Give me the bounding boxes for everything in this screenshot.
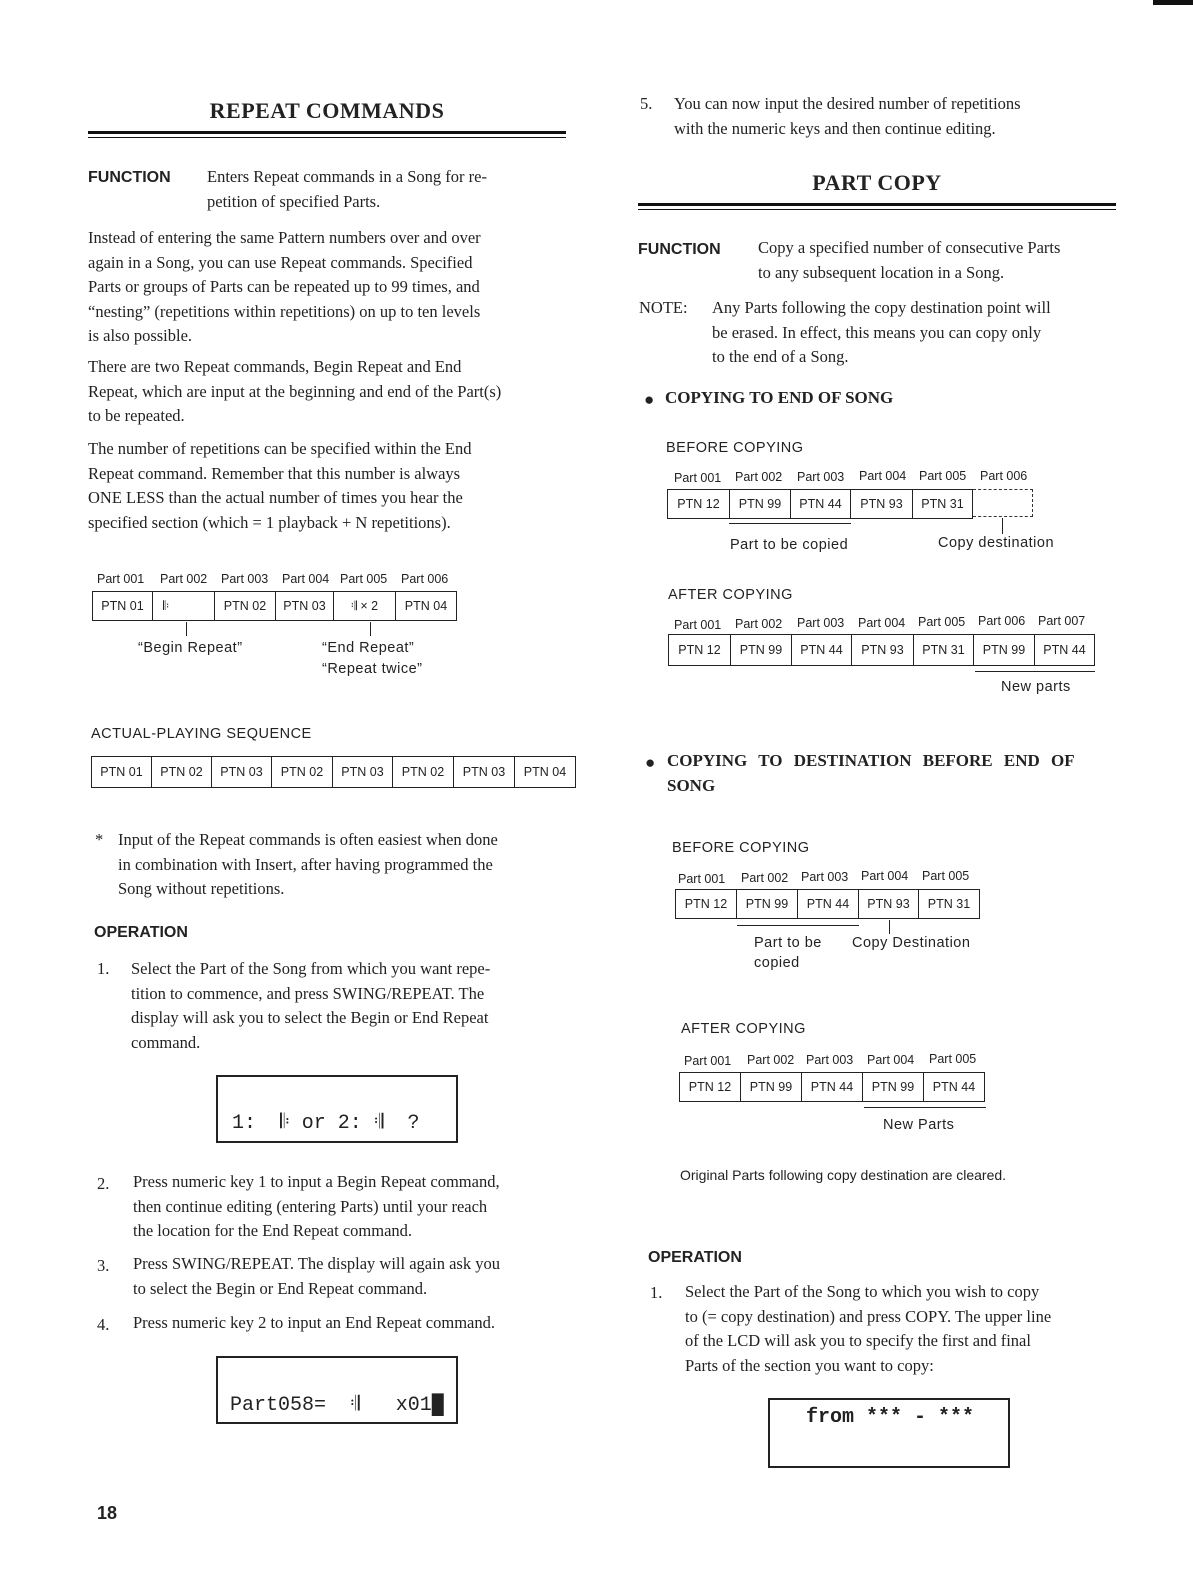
before-copying-label: BEFORE COPYING xyxy=(666,440,804,456)
step-number: 2. xyxy=(97,1174,110,1193)
pointer-line xyxy=(370,622,371,636)
pattern-cell: PTN 44 xyxy=(791,490,851,518)
sequence-cell: PTN 01 xyxy=(92,757,152,787)
pattern-cell: PTN 44 xyxy=(798,890,859,918)
step-2-text: Press numeric key 1 to input a Begin Repeat command, then continue editing (entering Parts) until your reach the location for the End Repeat command. xyxy=(133,1172,500,1240)
end-repeat-cell: 𝄇 × 2 xyxy=(334,592,396,620)
pattern-cell: PTN 12 xyxy=(668,490,730,518)
new-parts-label: New Parts xyxy=(883,1117,955,1133)
part-label: Part 003 xyxy=(801,870,849,884)
pattern-cell: PTN 31 xyxy=(921,497,964,511)
part-label: Part 007 xyxy=(1038,614,1086,628)
pattern-cell: PTN 31 xyxy=(927,897,971,911)
step-number: 3. xyxy=(97,1256,110,1275)
part-label: Part 001 xyxy=(684,1054,732,1068)
part-label: Part 006 xyxy=(978,614,1026,628)
pattern-cell: PTN 12 xyxy=(680,1073,741,1101)
pattern-cell: PTN 31 xyxy=(914,635,974,665)
diagram-part-label: Part 003 xyxy=(221,572,269,586)
part-label: Part 005 xyxy=(919,469,967,483)
diagram-part-label: Part 005 xyxy=(340,572,388,586)
diagram-cell: PTN 02 xyxy=(215,592,276,620)
lcd-display-end-repeat xyxy=(216,1356,458,1424)
step-number: 5. xyxy=(640,94,653,113)
before-copying-label: BEFORE COPYING xyxy=(672,840,810,856)
step-1-text: Select the Part of the Song from which you want repe- tition to commence, and press SWING/REPEAT. The display will ask you to select the Begin or End Repeat command. xyxy=(131,959,491,1052)
paragraph-repetitions: The number of repetitions can be specified within the End Repeat command. Remember that this number is always ONE LESS than the actual number of times you hear the specified section (which = 1 playback + N repetitions). xyxy=(88,439,472,532)
note-asterisk: * xyxy=(95,830,104,849)
operation-heading: OPERATION xyxy=(648,1249,742,1266)
title-rule xyxy=(88,131,566,134)
part-to-be-copied-label: Part to be copied xyxy=(730,537,849,553)
pattern-cell: PTN 99 xyxy=(730,490,791,518)
empty-destination-cell xyxy=(973,489,1033,517)
sequence-cell: PTN 04 xyxy=(523,765,567,779)
part-label: Part 002 xyxy=(735,617,783,631)
diagram-cell: PTN 03 xyxy=(276,592,334,620)
part-label: Part 003 xyxy=(806,1053,854,1067)
step-number: 1. xyxy=(650,1283,663,1302)
part-label: Part 001 xyxy=(674,618,722,632)
new-parts-bracket xyxy=(864,1107,986,1108)
part-label: Part 005 xyxy=(922,869,970,883)
title-rule-thin xyxy=(638,209,1116,210)
end-repeat-label: “End Repeat” xyxy=(322,640,415,656)
diagram-part-label: Part 004 xyxy=(282,572,330,586)
section-heading-copy-destination: COPYING TO DESTINATION BEFORE END OF xyxy=(667,751,1075,770)
playing-sequence-row xyxy=(91,756,576,788)
function-text-2: petition of specified Parts. xyxy=(207,192,381,211)
sequence-cell: PTN 03 xyxy=(212,757,272,787)
new-parts-label: New parts xyxy=(1001,679,1071,695)
repeat-diagram-row xyxy=(92,591,457,621)
part-label: Part 005 xyxy=(918,615,966,629)
part-to-be-copied-label-2: copied xyxy=(754,955,800,971)
pattern-cell: PTN 93 xyxy=(852,635,914,665)
section-heading-copy-end: COPYING TO END OF SONG xyxy=(665,388,894,407)
paragraph-two-commands: There are two Repeat commands, Begin Repeat and End Repeat, which are input at the beginning and end of the Part(s) to be repeated. xyxy=(88,357,502,425)
after-copying-label: AFTER COPYING xyxy=(681,1021,806,1037)
step-5-text: You can now input the desired number of repetitions with the numeric keys and then continue editing. xyxy=(674,94,1021,138)
pattern-cell: PTN 93 xyxy=(851,490,913,518)
function-text-2: to any subsequent location in a Song. xyxy=(758,263,1005,282)
copied-bracket xyxy=(729,523,851,524)
pattern-cell: PTN 93 xyxy=(859,890,919,918)
function-text-1: Enters Repeat commands in a Song for re- xyxy=(207,167,487,186)
pointer-line xyxy=(1002,518,1003,534)
lcd-display-repeat-select xyxy=(216,1075,458,1143)
pattern-cell: PTN 99 xyxy=(863,1073,924,1101)
copy-destination-label: Copy Destination xyxy=(852,935,971,951)
pointer-line xyxy=(186,622,187,636)
section-heading-copy-destination-2: SONG xyxy=(667,776,716,795)
note-text: Any Parts following the copy destination point will be erased. In effect, this means you can copy only to the end of a Song. xyxy=(712,298,1051,366)
lcd-text: Part058= 𝄇 x01█ xyxy=(230,1394,444,1417)
part-label: Part 006 xyxy=(980,469,1028,483)
page-number: 18 xyxy=(97,1503,118,1523)
part-to-be-copied-label: Part to be xyxy=(754,935,822,951)
function-label: FUNCTION xyxy=(638,241,721,258)
part-label: Part 004 xyxy=(858,616,906,630)
section-title-part-copy: PART COPY xyxy=(812,170,942,195)
diagram-cell: PTN 04 xyxy=(404,599,448,613)
part-label: Part 003 xyxy=(797,470,845,484)
diagram-cell: PTN 01 xyxy=(93,592,153,620)
pattern-cell: PTN 44 xyxy=(1043,643,1086,657)
pattern-cell: PTN 44 xyxy=(792,635,852,665)
copy-dest-before-row xyxy=(675,889,980,919)
pattern-cell: PTN 99 xyxy=(974,635,1035,665)
begin-repeat-label: “Begin Repeat” xyxy=(138,640,243,656)
repeat-twice-label: “Repeat twice” xyxy=(322,661,423,677)
sequence-cell: PTN 03 xyxy=(454,757,515,787)
sequence-cell: PTN 02 xyxy=(152,757,212,787)
after-copying-label: AFTER COPYING xyxy=(668,587,793,603)
part-label: Part 004 xyxy=(867,1053,915,1067)
pointer-line xyxy=(889,920,890,934)
pattern-cell: PTN 99 xyxy=(741,1073,802,1101)
pattern-cell: PTN 44 xyxy=(932,1080,976,1094)
lcd-text: from *** - *** xyxy=(806,1406,975,1429)
function-text-1: Copy a specified number of consecutive Parts xyxy=(758,238,1061,257)
pattern-cell: PTN 99 xyxy=(737,890,798,918)
sequence-cell: PTN 02 xyxy=(272,757,333,787)
new-parts-bracket xyxy=(975,671,1095,672)
diagram-part-label: Part 002 xyxy=(160,572,208,586)
note-text: Input of the Repeat commands is often easiest when done in combination with Insert, after having programmed the Song without repetitions. xyxy=(118,830,498,898)
sequence-label: ACTUAL-PLAYING SEQUENCE xyxy=(91,726,312,742)
part-label: Part 003 xyxy=(797,616,845,630)
lcd-display-copy-from xyxy=(768,1398,1010,1468)
operation-heading: OPERATION xyxy=(94,924,188,941)
part-label: Part 002 xyxy=(741,871,789,885)
step-number: 4. xyxy=(97,1315,110,1334)
part-label: Part 002 xyxy=(735,470,783,484)
part-label: Part 005 xyxy=(929,1052,977,1066)
part-label: Part 001 xyxy=(674,471,722,485)
bullet-icon: ● xyxy=(645,753,656,772)
cleared-note: Original Parts following copy destination are cleared. xyxy=(680,1167,1007,1183)
part-label: Part 001 xyxy=(678,872,726,886)
title-rule xyxy=(638,203,1116,206)
step-4-text: Press numeric key 2 to input an End Repeat command. xyxy=(133,1313,496,1332)
title-rule-thin xyxy=(88,137,566,138)
function-label: FUNCTION xyxy=(88,169,171,186)
copied-bracket xyxy=(737,925,859,926)
page-title-repeat-commands: REPEAT COMMANDS xyxy=(209,98,445,123)
paragraph-intro: Instead of entering the same Pattern numbers over and over again in a Song, you can use Repeat commands. Specified Parts or groups of Parts can be repeated up to 99 times, and “nesting” (repetitions within repetitions) on up to ten levels is also possible. xyxy=(88,228,481,345)
copy-end-before-row xyxy=(667,489,973,519)
copy-end-after-row xyxy=(668,634,1095,666)
begin-repeat-cell: 𝄆 xyxy=(153,592,215,620)
part-label: Part 002 xyxy=(747,1053,795,1067)
diagram-part-label: Part 006 xyxy=(401,572,449,586)
sequence-cell: PTN 03 xyxy=(333,757,393,787)
diagram-part-label: Part 001 xyxy=(97,572,145,586)
bullet-icon: ● xyxy=(644,390,655,409)
lcd-text: 1: 𝄆 or 2: 𝄇 ? xyxy=(232,1112,420,1135)
pattern-cell: PTN 44 xyxy=(802,1073,863,1101)
sequence-cell: PTN 02 xyxy=(393,757,454,787)
page-corner-mark xyxy=(1153,0,1193,5)
copy-destination-label: Copy destination xyxy=(938,535,1055,551)
part-label: Part 004 xyxy=(859,469,907,483)
step-3-text: Press SWING/REPEAT. The display will again ask you to select the Begin or End Repeat command. xyxy=(133,1254,500,1298)
step-number: 1. xyxy=(97,959,110,978)
operation-step-1-text: Select the Part of the Song to which you wish to copy to (= copy destination) and press COPY. The upper line of the LCD will ask you to specify the first and final Parts of the section you want to copy: xyxy=(685,1282,1052,1375)
pattern-cell: PTN 12 xyxy=(669,635,731,665)
copy-dest-after-row xyxy=(679,1072,985,1102)
part-label: Part 004 xyxy=(861,869,909,883)
note-label: NOTE: xyxy=(639,298,688,317)
pattern-cell: PTN 99 xyxy=(731,635,792,665)
pattern-cell: PTN 12 xyxy=(676,890,737,918)
